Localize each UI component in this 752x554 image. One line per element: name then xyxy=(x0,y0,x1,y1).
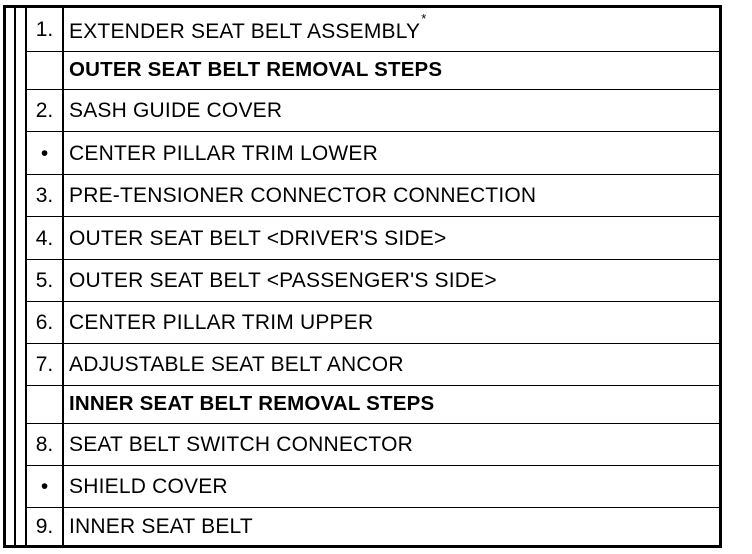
step-text xyxy=(69,312,373,333)
table-row xyxy=(27,259,719,301)
step-label: OUTER SEAT BELT <PASSENGER'S SIDE> xyxy=(69,269,497,292)
step-label: OUTER SEAT BELT REMOVAL STEPS xyxy=(69,58,443,81)
footnote-mark: * xyxy=(421,11,427,26)
step-number: 8. xyxy=(35,433,54,456)
table-row xyxy=(27,216,719,259)
table-row xyxy=(27,423,719,465)
step-number: • xyxy=(40,142,49,165)
step-number: • xyxy=(40,475,49,498)
step-label: SEAT BELT SWITCH CONNECTOR xyxy=(69,433,413,456)
step-number: 7. xyxy=(35,353,54,376)
step-label: SASH GUIDE COVER xyxy=(69,99,283,122)
table-row xyxy=(27,465,719,507)
step-label: CENTER PILLAR TRIM LOWER xyxy=(69,142,378,165)
table-row xyxy=(27,174,719,216)
step-text xyxy=(69,143,378,164)
table-row xyxy=(27,301,719,343)
step-text xyxy=(69,270,497,291)
step-text xyxy=(69,228,446,249)
table-row xyxy=(27,8,719,51)
step-text xyxy=(69,516,253,537)
step-label: ADJUSTABLE SEAT BELT ANCOR xyxy=(69,353,404,376)
step-label: PRE-TENSIONER CONNECTOR CONNECTION xyxy=(69,184,537,207)
step-text xyxy=(69,100,282,121)
table-row xyxy=(27,343,719,385)
step-label: INNER SEAT BELT REMOVAL STEPS xyxy=(69,392,435,415)
step-label: OUTER SEAT BELT <DRIVER'S SIDE> xyxy=(69,227,447,250)
step-label: INNER SEAT BELT xyxy=(69,515,253,538)
table-row xyxy=(27,507,719,545)
step-number: 3. xyxy=(35,184,54,207)
step-text xyxy=(69,185,536,206)
step-number: 1. xyxy=(35,18,54,41)
step-text xyxy=(69,476,228,497)
section-header-text xyxy=(69,394,434,415)
step-text xyxy=(69,354,404,375)
table-row xyxy=(27,89,719,131)
step-label: SHIELD COVER xyxy=(69,475,228,498)
step-number: 9. xyxy=(35,515,54,538)
step-number: 4. xyxy=(35,227,54,250)
removal-steps-table xyxy=(3,5,722,548)
section-header-row xyxy=(27,385,719,423)
step-label: CENTER PILLAR TRIM UPPER xyxy=(69,311,374,334)
step-text xyxy=(69,11,427,43)
section-header-text xyxy=(69,60,442,81)
step-number: 2. xyxy=(35,99,54,122)
section-header-row xyxy=(27,51,719,89)
step-text xyxy=(69,434,413,455)
table-row xyxy=(27,131,719,174)
step-label: EXTENDER SEAT BELT ASSEMBLY xyxy=(69,20,421,43)
step-number: 5. xyxy=(35,269,54,292)
step-number: 6. xyxy=(35,311,54,334)
table-left-rule xyxy=(14,8,16,545)
table-rows xyxy=(27,8,719,545)
